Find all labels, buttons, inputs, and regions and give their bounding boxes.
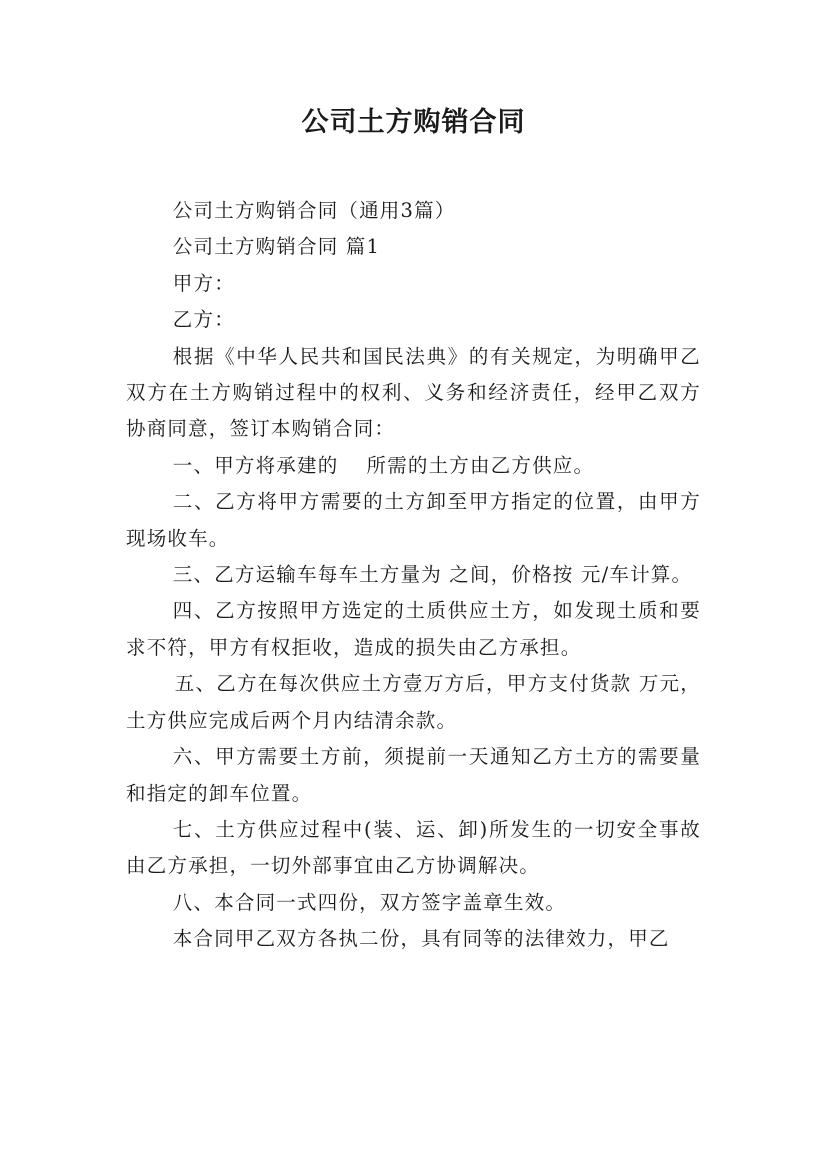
clause-1: 一、甲方将承建的 所需的土方由乙方供应。 <box>172 453 595 477</box>
document-body <box>126 193 701 958</box>
clause-2: 二、乙方将甲方需要的土方卸至甲方指定的位置，由甲方现场收车。 <box>126 490 701 550</box>
clause-4: 四、乙方按照甲方选定的土质供应土方，如发现土质和要求不符，甲方有权拒收，造成的损失由乙方承担。 <box>126 599 701 659</box>
preamble-paragraph: 根据《中华人民共和国民法典》的有关规定，为明确甲乙双方在土方购销过程中的权利、义务和经济责任，经甲乙双方协商同意，签订本购销合同： <box>126 344 701 441</box>
clause-7: 七、土方供应过程中(装、运、卸)所发生的一切安全事故由乙方承担，一切外部事宜由乙方协调解决。 <box>126 817 701 878</box>
party-b-line: 乙方： <box>172 308 235 332</box>
clause-3: 三、乙方运输车每车土方量为 之间，价格按 元/车计算。 <box>172 563 693 587</box>
party-a-line: 甲方： <box>172 271 235 295</box>
subtitle-part-1: 公司土方购销合同 篇1 <box>172 235 381 259</box>
clause-5: 五、乙方在每次供应土方壹万方后，甲方支付货款 万元，土方供应完成后两个月内结清余款。 <box>126 672 701 732</box>
document-title: 公司土方购销合同 <box>301 107 526 138</box>
closing-paragraph: 本合同甲乙双方各执二份，具有同等的法律效力，甲乙 <box>172 927 670 951</box>
clause-8: 八、本合同一式四份，双方签字盖章生效。 <box>172 890 567 914</box>
clause-6: 六、甲方需要土方前，须提前一天通知乙方土方的需要量和指定的卸车位置。 <box>126 745 701 805</box>
subtitle-collection: 公司土方购销合同（通用3篇） <box>172 199 456 222</box>
